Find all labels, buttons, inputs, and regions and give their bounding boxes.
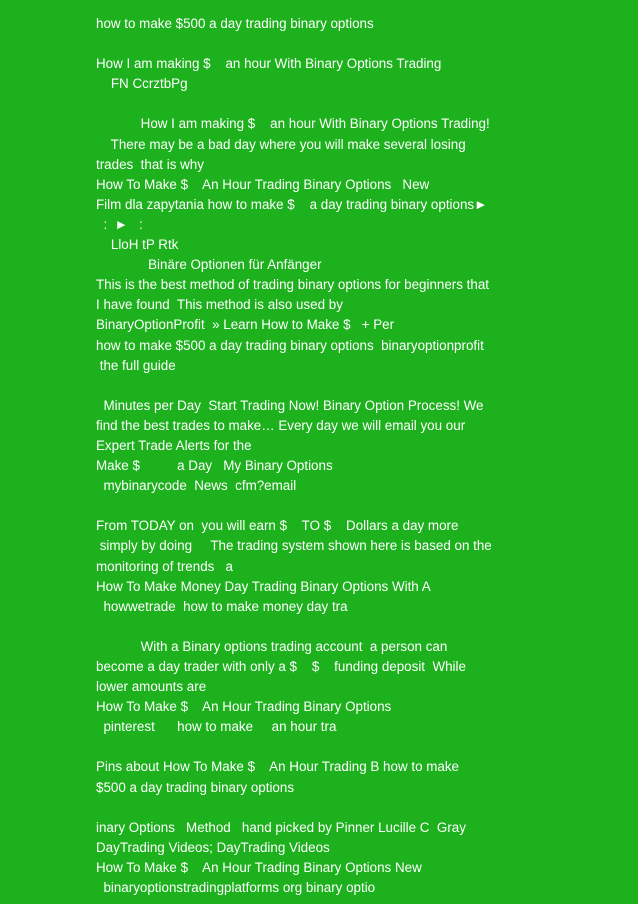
text-line-4: FN CcrztbPg <box>96 76 188 92</box>
text-line-15: I have found This method is also used by <box>96 297 343 313</box>
text-line-26: From TODAY on you will earn $ TO $ Dollars a day more <box>96 518 459 534</box>
text-line-36: pinterest how to make an hour tra <box>96 719 337 735</box>
text-line-7: There may be a bad day where you will make several losing <box>96 136 466 152</box>
text-line-44: binaryoptionstradingplatforms org binary optio <box>96 880 376 896</box>
document-page <box>96 14 626 898</box>
text-line-11: : ► : <box>96 216 143 232</box>
text-line-25 <box>96 496 626 516</box>
text-line-5 <box>96 94 626 114</box>
text-line-27: simply by doing The trading system shown here is based on the <box>96 538 492 554</box>
text-line-6: How I am making $ an hour With Binary Options Trading! <box>96 116 490 132</box>
text-line-3: How I am making $ an hour With Binary Options Trading <box>96 56 442 72</box>
text-line-33: become a day trader with only a $ $ funding deposit While <box>96 659 466 674</box>
text-line-30: howwetrade how to make money day tra <box>96 598 348 614</box>
text-line-13: Binäre Optionen für Anfänger <box>96 257 322 273</box>
text-line-22: Expert Trade Alerts for the <box>96 437 252 453</box>
text-line-12: LloH tP Rtk <box>96 237 179 253</box>
text-line-38: Pins about How To Make $ An Hour Trading B how to make <box>96 759 459 775</box>
text-line-17: how to make $500 a day trading binary options binaryoptionprofit <box>96 337 484 353</box>
text-line-1: how to make $500 a day trading binary options <box>96 16 374 31</box>
text-line-21: find the best trades to make… Every day we will email you our <box>96 417 466 433</box>
text-line-39: $500 a day trading binary options <box>96 779 295 795</box>
text-line-23: Make $ a Day My Binary Options <box>96 458 333 474</box>
text-line-19 <box>96 376 626 396</box>
text-line-18: the full guide <box>96 357 176 373</box>
text-line-8: trades that is why <box>96 156 204 172</box>
text-line-31 <box>96 617 626 637</box>
text-line-35: How To Make $ An Hour Trading Binary Options <box>96 699 392 715</box>
text-line-42: DayTrading Videos; DayTrading Videos <box>96 839 330 855</box>
text-line-37 <box>96 737 626 757</box>
text-line-28: monitoring of trends a <box>96 558 233 574</box>
text-line-41: inary Options Method hand picked by Pinner Lucille C Gray <box>96 819 466 835</box>
text-line-2 <box>96 34 626 54</box>
text-line-24: mybinarycode News cfm?email <box>96 478 297 494</box>
text-line-16: BinaryOptionProfit » Learn How to Make $ + Per <box>96 317 395 333</box>
text-line-43: How To Make $ An Hour Trading Binary Options New <box>96 859 422 875</box>
text-line-9: How To Make $ An Hour Trading Binary Options New <box>96 176 430 192</box>
text-line-29: How To Make Money Day Trading Binary Options With A <box>96 578 431 594</box>
text-line-14: This is the best method of trading binary options for beginners that <box>96 277 490 293</box>
text-line-34: lower amounts are <box>96 679 207 695</box>
text-line-10: Film dla zapytania how to make $ a day trading binary options► <box>96 196 488 212</box>
text-line-40 <box>96 798 626 818</box>
text-line-20: Minutes per Day Start Trading Now! Binary Option Process! We <box>96 397 484 413</box>
text-line-32: With a Binary options trading account a person can <box>96 638 448 654</box>
